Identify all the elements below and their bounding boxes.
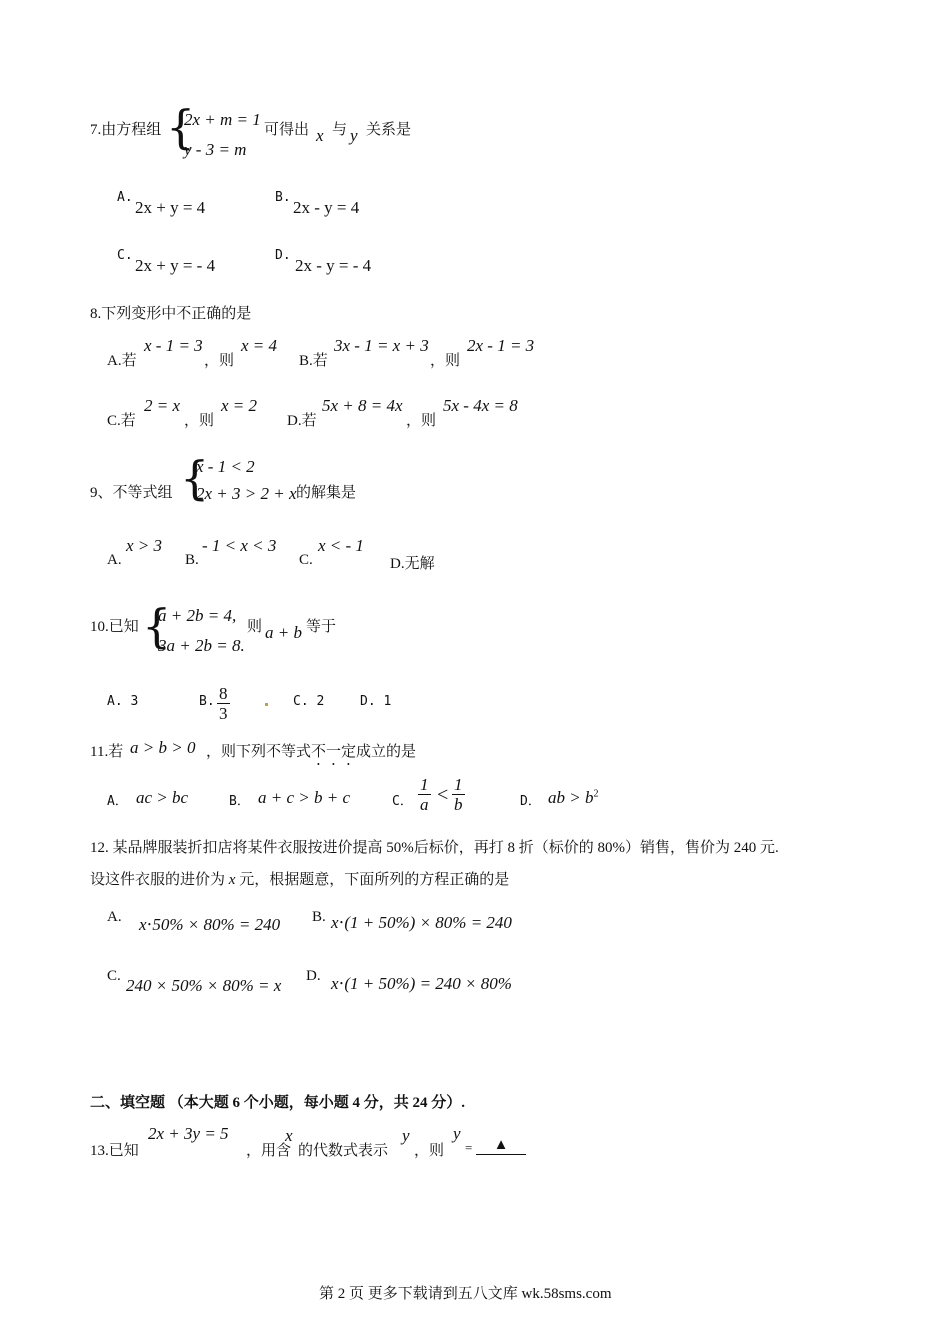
q9-option-b-expr: - 1 < x < 3 bbox=[202, 536, 277, 555]
q13-stem-prefix: 13.已知 bbox=[90, 1143, 139, 1159]
q11-option-d-base: ab > b bbox=[548, 788, 594, 807]
q9-option-c-label: C. bbox=[299, 552, 313, 568]
q8-option-a-then: ，则 bbox=[204, 353, 235, 369]
q11-option-d-expr bbox=[548, 788, 598, 808]
q12-option-d-label: D. bbox=[306, 968, 321, 984]
q8-option-d-then: ，则 bbox=[406, 413, 437, 429]
q7-stem-prefix: 7.由方程组 bbox=[90, 122, 162, 138]
q13-equals: = bbox=[465, 1140, 473, 1155]
q7-option-d-expr: 2x - y = - 4 bbox=[295, 256, 372, 275]
q8-option-c-then: ，则 bbox=[184, 413, 215, 429]
q7-stem-mid: 可得出 bbox=[264, 122, 310, 138]
q10-eq2: 3a + 2b = 8. bbox=[158, 636, 245, 655]
q7-option-a-label: A. bbox=[117, 190, 133, 205]
q8-option-b-then: ，则 bbox=[430, 353, 461, 369]
q11-option-c-right-numerator: 1 bbox=[454, 775, 463, 794]
q7-eq2: y - 3 = m bbox=[184, 140, 247, 159]
q7-option-d-label: D. bbox=[275, 248, 291, 263]
q11-stem-mid: ，则下列不等式 bbox=[206, 744, 312, 760]
q10-option-b-fraction bbox=[217, 684, 230, 723]
q8-option-c-result: x = 2 bbox=[221, 396, 258, 415]
q12-var: x bbox=[228, 872, 236, 888]
q11-stem-prefix: 11.若 bbox=[90, 744, 124, 760]
q12-option-a-expr: x⋅50% × 80% = 240 bbox=[139, 915, 281, 934]
q7-option-c-label: C. bbox=[117, 248, 133, 263]
q13-stem-mid: ，用含 bbox=[246, 1143, 292, 1159]
q11-option-d-exponent: 2 bbox=[593, 788, 599, 800]
stray-dot bbox=[265, 703, 268, 706]
q13-eq: 2x + 3y = 5 bbox=[148, 1124, 229, 1143]
q9-stem-suffix: 的解集是 bbox=[296, 485, 357, 501]
q12-option-c-label: C. bbox=[107, 968, 121, 984]
q13-var-y: y bbox=[402, 1126, 410, 1145]
q10-option-c: C. 2 bbox=[293, 694, 325, 709]
q10-brace: { bbox=[142, 599, 172, 653]
q8-option-a-label: A.若 bbox=[107, 353, 137, 369]
q11-option-d-label: D． bbox=[520, 794, 541, 809]
q12-line2 bbox=[90, 868, 509, 889]
q11-option-b-label: B． bbox=[229, 794, 250, 809]
q7-brace: { bbox=[166, 100, 196, 154]
q12-line1: 12. 某品牌服装折扣店将某件衣服按进价提高 50%后标价，再打 8 折（标价的 80%）销售，售价为 240 元. bbox=[90, 840, 779, 856]
q8-option-b-result: 2x - 1 = 3 bbox=[467, 336, 535, 355]
q13-var-y2: y bbox=[453, 1124, 461, 1143]
q11-option-a-label: A． bbox=[107, 794, 128, 809]
q11-emphasis: 不一定 bbox=[311, 744, 357, 760]
q9-brace: { bbox=[180, 451, 210, 505]
q8-option-d-label: D.若 bbox=[287, 413, 317, 429]
q11-option-c-left-fraction bbox=[418, 775, 431, 814]
q9-ineq1: x - 1 < 2 bbox=[196, 457, 255, 476]
q11-option-b-expr: a + c > b + c bbox=[258, 788, 351, 807]
q13-triangle-icon: ▲ bbox=[476, 1137, 526, 1155]
q10-target: a + b bbox=[265, 623, 302, 642]
q10-option-d: D. 1 bbox=[360, 694, 392, 709]
q9-option-c-expr: x < - 1 bbox=[318, 536, 364, 555]
q8-option-d-result: 5x - 4x = 8 bbox=[443, 396, 518, 415]
q11-option-a-expr: ac > bc bbox=[136, 788, 189, 807]
q13-stem-mid2: 的代数式表示 bbox=[298, 1143, 389, 1159]
q10-option-a: A. 3 bbox=[107, 694, 139, 709]
q8-option-c-label: C.若 bbox=[107, 413, 136, 429]
q12-option-b-expr: x⋅(1 + 50%) × 80% = 240 bbox=[331, 913, 512, 932]
q9-stem-prefix: 9、不等式组 bbox=[90, 485, 173, 501]
q8-option-b-label: B.若 bbox=[299, 353, 328, 369]
q11-option-c-label: C． bbox=[392, 794, 413, 809]
q10-option-b-denominator: 3 bbox=[219, 704, 228, 723]
q11-option-c-left-numerator: 1 bbox=[420, 775, 429, 794]
q7-var-y: y bbox=[350, 126, 358, 145]
q10-eq1: a + 2b = 4, bbox=[158, 606, 237, 625]
q7-option-b-expr: 2x - y = 4 bbox=[293, 198, 360, 217]
q11-option-c-op: < bbox=[437, 784, 449, 806]
q9-option-b-label: B. bbox=[185, 552, 199, 568]
q8-option-a-result: x = 4 bbox=[241, 336, 278, 355]
section2-heading: 二、填空题 （本大题 6 个小题，每小题 4 分，共 24 分）. bbox=[90, 1095, 466, 1111]
q10-option-b-numerator: 8 bbox=[219, 684, 228, 703]
q11-option-c-right-denominator: b bbox=[454, 795, 463, 814]
q9-option-a-label: A. bbox=[107, 552, 122, 568]
q8-stem: 8.下列变形中不正确的是 bbox=[90, 306, 252, 322]
q12-option-a-label: A. bbox=[107, 909, 122, 925]
q8-option-a-cond: x - 1 = 3 bbox=[144, 336, 203, 355]
q13-then: ，则 bbox=[414, 1143, 445, 1159]
q12-line2-suffix: 元，根据题意，下面所列的方程正确的是 bbox=[239, 872, 510, 888]
q7-option-b-label: B. bbox=[275, 190, 291, 205]
q13-var-x: x bbox=[285, 1126, 293, 1145]
page-footer: 第 2 页 更多下载请到五八文库 wk.58sms.com bbox=[319, 1286, 612, 1302]
q10-option-b-label: B. bbox=[199, 694, 215, 709]
q11-stem-suffix: 成立的是 bbox=[356, 744, 417, 760]
q11-option-c-left-denominator: a bbox=[420, 795, 429, 814]
q9-option-a-expr: x > 3 bbox=[126, 536, 163, 555]
q12-option-c-expr: 240 × 50% × 80% = x bbox=[126, 976, 282, 995]
q10-stem-prefix: 10.已知 bbox=[90, 619, 139, 635]
q10-stem-suffix: 等于 bbox=[306, 619, 337, 635]
q7-var-x: x bbox=[316, 126, 324, 145]
q7-option-a-expr: 2x + y = 4 bbox=[135, 198, 206, 217]
q7-stem-suffix: 关系是 bbox=[366, 122, 412, 138]
q12-option-d-expr: x⋅(1 + 50%) = 240 × 80% bbox=[331, 974, 512, 993]
q9-option-d-text: D.无解 bbox=[390, 556, 435, 572]
q12-option-b-label: B. bbox=[312, 909, 326, 925]
q8-option-d-cond: 5x + 8 = 4x bbox=[322, 396, 403, 415]
q12-line2-prefix: 设这件衣服的进价为 bbox=[90, 872, 226, 888]
q13-answer-blank bbox=[476, 1137, 526, 1155]
q7-eq1: 2x + m = 1 bbox=[184, 110, 261, 129]
q9-ineq2: 2x + 3 > 2 + x bbox=[196, 484, 297, 503]
q8-option-c-cond: 2 = x bbox=[144, 396, 181, 415]
q11-cond: a > b > 0 bbox=[130, 738, 196, 757]
q10-then: 则 bbox=[247, 619, 263, 635]
q11-option-c-right-fraction bbox=[452, 775, 465, 814]
q8-option-b-cond: 3x - 1 = x + 3 bbox=[334, 336, 429, 355]
q7-yu: 与 bbox=[332, 122, 348, 138]
q7-option-c-expr: 2x + y = - 4 bbox=[135, 256, 216, 275]
